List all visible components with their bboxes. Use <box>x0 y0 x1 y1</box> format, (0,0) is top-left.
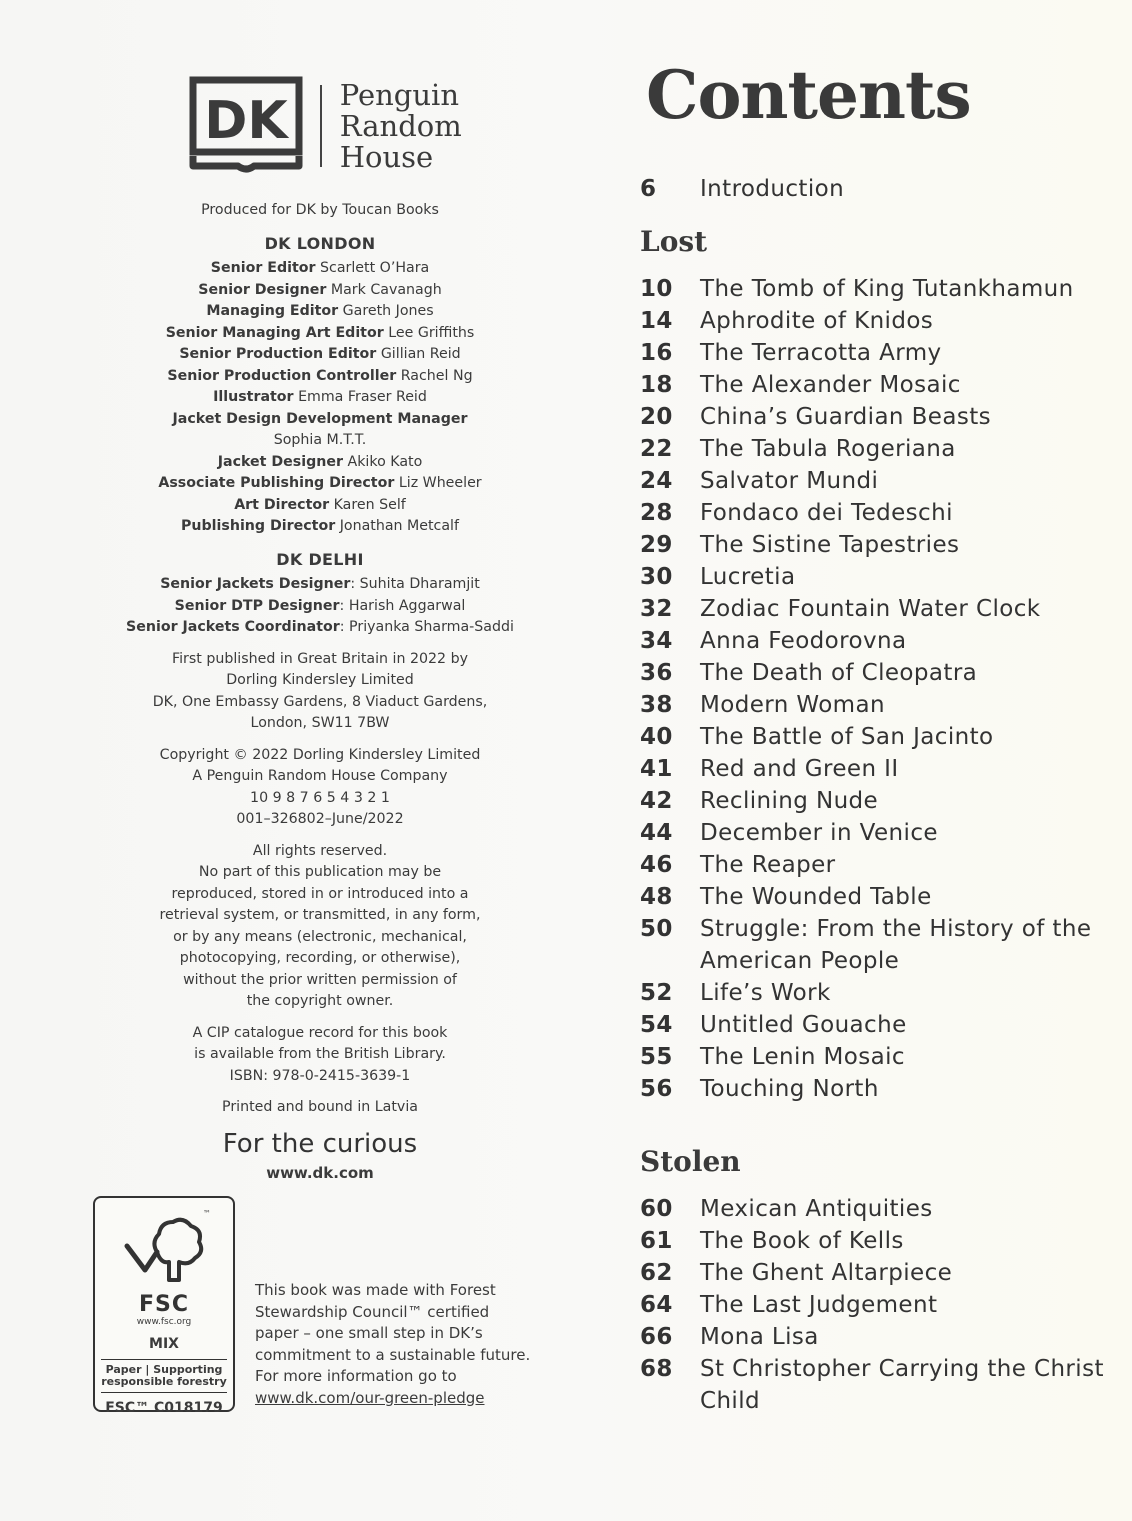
cip-line: ISBN: 978-0-2415-3639-1 <box>229 1067 411 1084</box>
toc-entry-title: The Tomb of King Tutankhamun <box>700 276 1074 302</box>
toc-entry-title: Touching North <box>700 1076 879 1102</box>
toc-page-number: 29 <box>640 532 673 558</box>
fsc-tree-icon <box>119 1208 209 1286</box>
credit-line <box>120 258 520 280</box>
svg-text:™: ™ <box>203 1209 211 1218</box>
toc-page-number: 38 <box>640 692 673 718</box>
toc-entry-title: The Sistine Tapestries <box>700 532 960 558</box>
copyright-line: 001–326802–June/2022 <box>236 811 404 827</box>
toc-entry-title: Red and Green II <box>700 756 899 782</box>
toc-entry-title: Anna Feodorovna <box>700 628 907 654</box>
section-heading-stolen: Stolen <box>640 1145 741 1178</box>
toc-entry-title: Aphrodite of Knidos <box>700 308 934 334</box>
toc-page-number: 42 <box>640 788 673 814</box>
fsc-divider <box>101 1359 227 1360</box>
credit-role: Managing Editor <box>206 303 339 319</box>
toc-entry[interactable] <box>640 1225 1110 1257</box>
credit-role: Senior DTP Designer <box>174 597 340 614</box>
cip-line: A CIP catalogue record for this book <box>192 1024 448 1041</box>
fsc-statement-line: Stewardship Council™ certified <box>255 1302 490 1321</box>
toc-entry[interactable] <box>640 657 1110 689</box>
toc-entry[interactable] <box>640 721 1110 753</box>
credit-line <box>120 387 520 409</box>
fsc-label <box>93 1196 235 1416</box>
toc-entry-title: December in Venice <box>700 820 938 846</box>
svg-text:DK: DK <box>204 91 288 151</box>
credit-role: Senior Jackets Designer <box>160 576 351 592</box>
fsc-code: FSC™ C018179 <box>105 1400 223 1416</box>
toc-entry-title: Modern Woman <box>700 692 885 718</box>
credit-role: Senior Designer <box>198 281 327 298</box>
credit-name: Akiko Kato <box>347 453 423 470</box>
copyright-line: Copyright © 2022 Dorling Kindersley Limited <box>159 746 481 763</box>
publication-line: DK, One Embassy Gardens, 8 Viaduct Gardens, <box>152 693 488 710</box>
toc-entry[interactable] <box>640 1289 1110 1321</box>
toc-entry-title: Life’s Work <box>700 980 831 1006</box>
toc-entry-title: The Book of Kells <box>700 1228 904 1254</box>
rights-line: without the prior written permission of <box>183 971 457 988</box>
toc-entry[interactable] <box>640 1073 1110 1105</box>
toc-page-number: 16 <box>640 340 673 366</box>
publisher-logos <box>130 70 520 182</box>
toc-entry-title: The Death of Cleopatra <box>700 660 978 686</box>
copyright-line: A Penguin Random House Company <box>192 768 448 784</box>
credit-name: Gillian Reid <box>380 346 461 362</box>
toc-entry[interactable] <box>640 593 1110 625</box>
website-link[interactable]: www.dk.com <box>266 1163 374 1182</box>
toc-entry-title: Mona Lisa <box>700 1324 819 1350</box>
credit-line <box>120 495 520 517</box>
toc-page-number: 28 <box>640 500 673 526</box>
toc-page-number: 66 <box>640 1324 673 1350</box>
fsc-statement-line: paper – one small step in DK’s <box>255 1324 483 1342</box>
dk-london-credits <box>120 258 520 538</box>
printed-in: Printed and bound in Latvia <box>222 1099 418 1115</box>
credit-line <box>120 617 520 639</box>
toc-entry-title: China’s Guardian Beasts <box>700 404 992 430</box>
colophon <box>101 70 531 1442</box>
prh-line: House <box>339 139 434 174</box>
toc-entry[interactable] <box>640 529 1110 561</box>
credit-line <box>120 301 520 323</box>
rights-line: the copyright owner. <box>246 993 394 1009</box>
toc-entry[interactable] <box>640 369 1110 401</box>
credit-line <box>120 280 520 302</box>
credit-name: : Harish Aggarwal <box>339 597 466 614</box>
cip-line: is available from the British Library. <box>194 1046 446 1062</box>
toc-entry[interactable] <box>640 1257 1110 1289</box>
toc-page-number: 62 <box>640 1260 673 1286</box>
credit-line <box>120 473 520 495</box>
rights-line: All rights reserved. <box>252 842 388 859</box>
cip-record <box>120 1023 520 1088</box>
credit-role: Art Director <box>234 496 330 513</box>
toc-entry-title: Lucretia <box>700 564 796 590</box>
toc-entry-title: The Ghent Altarpiece <box>700 1260 953 1286</box>
toc-page-number: 50 <box>640 916 673 942</box>
dk-delhi-credits <box>120 574 520 639</box>
credit-line <box>120 516 520 538</box>
rights-line: retrieval system, or transmitted, in any form, <box>159 907 481 923</box>
fsc-statement-line: This book was made with Forest <box>255 1281 496 1299</box>
dk-delhi-heading: DK DELHI <box>276 549 364 569</box>
toc-entry[interactable] <box>640 561 1110 593</box>
toc-page-number: 52 <box>640 980 673 1006</box>
toc-entry-title: The Alexander Mosaic <box>700 372 961 398</box>
toc-page-number: 56 <box>640 1076 673 1102</box>
dk-book-logo <box>188 76 304 176</box>
toc-page-number: 46 <box>640 852 673 878</box>
toc-page-number: 55 <box>640 1044 673 1070</box>
toc-page-number: 30 <box>640 564 673 590</box>
rights-line: or by any means (electronic, mechanical, <box>173 928 467 945</box>
toc-entry[interactable] <box>640 689 1110 721</box>
credit-role: Senior Editor <box>210 260 316 276</box>
toc-entry[interactable] <box>640 881 1110 913</box>
toc-page-number: 60 <box>640 1196 673 1222</box>
publication-line: Dorling Kindersley Limited <box>226 672 414 688</box>
credit-name: Scarlett O’Hara <box>320 260 430 276</box>
toc-entry[interactable] <box>640 305 1110 337</box>
toc-entry-title: The Terracotta Army <box>700 340 942 366</box>
credit-name: Lee Griffiths <box>388 324 475 341</box>
toc-entry-introduction[interactable] <box>640 173 1110 205</box>
fsc-section <box>101 1192 531 1442</box>
toc-entry[interactable] <box>640 1353 1110 1417</box>
credit-role: Senior Managing Art Editor <box>165 324 384 341</box>
toc-entry[interactable] <box>640 1193 1110 1225</box>
toc-entry-title: Introduction <box>700 176 845 202</box>
credit-role: Publishing Director <box>181 518 336 534</box>
credit-name: : Suhita Dharamjit <box>350 576 480 592</box>
toc-page-number: 6 <box>640 176 657 202</box>
contents-page <box>640 55 1110 1417</box>
toc-entry[interactable] <box>640 433 1110 465</box>
toc-entry-title: Zodiac Fountain Water Clock <box>700 596 1041 622</box>
toc-entry-title: The Wounded Table <box>700 884 932 910</box>
credit-role: Illustrator <box>213 389 294 405</box>
toc-entry[interactable] <box>640 1009 1110 1041</box>
toc-entry-title: The Last Judgement <box>700 1292 938 1318</box>
toc-page-number: 64 <box>640 1292 673 1318</box>
produced-by: Produced for DK by Toucan Books <box>201 202 439 218</box>
credit-name: : Priyanka Sharma-Saddi <box>339 619 514 635</box>
section-heading-lost: Lost <box>640 225 708 258</box>
fsc-statement-line: For more information go to <box>255 1367 457 1385</box>
toc-page-number: 14 <box>640 308 673 334</box>
fsc-logo-text: FSC <box>138 1291 190 1317</box>
fsc-statement <box>255 1280 555 1409</box>
toc-page-number: 34 <box>640 628 673 654</box>
credit-role: Senior Production Controller <box>167 367 397 384</box>
toc-entry[interactable] <box>640 753 1110 785</box>
toc-page-number: 61 <box>640 1228 673 1254</box>
toc-entry[interactable] <box>640 1041 1110 1073</box>
credit-line <box>120 366 520 388</box>
contents-title: Contents <box>646 56 971 134</box>
fsc-paper-line: Paper | Supporting <box>105 1363 223 1376</box>
credit-name: Emma Fraser Reid <box>298 389 427 405</box>
credit-line <box>120 452 520 474</box>
toc-entry[interactable] <box>640 401 1110 433</box>
copyright-info <box>120 745 520 831</box>
toc-page-number: 10 <box>640 276 673 302</box>
copyright-line: 10 9 8 7 6 5 4 3 2 1 <box>250 789 390 806</box>
rights-line: No part of this publication may be <box>198 864 442 880</box>
toc-page-number: 24 <box>640 468 673 494</box>
toc-entry-title: Mexican Antiquities <box>700 1196 933 1222</box>
toc-entry[interactable] <box>640 785 1110 817</box>
toc-entry-title: Salvator Mundi <box>700 468 879 494</box>
credit-line <box>120 596 520 618</box>
toc-entry[interactable] <box>640 465 1110 497</box>
toc-page-number: 44 <box>640 820 673 846</box>
toc-entry[interactable] <box>640 337 1110 369</box>
rights-line: reproduced, stored in or introduced into a <box>171 885 469 902</box>
credit-name: Gareth Jones <box>342 303 434 319</box>
toc-entry-title: Fondaco dei Tedeschi <box>700 500 953 526</box>
toc-entry[interactable] <box>640 849 1110 881</box>
credit-name: Rachel Ng <box>400 367 473 384</box>
penguin-random-house-logo <box>339 77 462 174</box>
toc-entry-title: The Battle of San Jacinto <box>700 724 994 750</box>
credit-role: Senior Production Editor <box>179 346 377 362</box>
prh-line: Penguin <box>339 77 459 112</box>
dk-london-heading: DK LONDON <box>264 233 376 253</box>
credit-role: Senior Jackets Coordinator <box>126 619 340 635</box>
credit-name: Sophia M.T.T. <box>273 432 367 448</box>
toc-entry[interactable] <box>640 1321 1110 1353</box>
toc-entry-title: Struggle: From the History of the American People <box>700 916 1092 974</box>
fsc-divider <box>101 1392 227 1393</box>
fsc-site: www.fsc.org <box>136 1316 192 1327</box>
logo-divider <box>320 85 322 167</box>
credit-name: Karen Self <box>333 496 406 513</box>
credit-line <box>120 430 520 452</box>
toc-entry[interactable] <box>640 913 1110 977</box>
toc-entry[interactable] <box>640 817 1110 849</box>
toc-entry[interactable] <box>640 497 1110 529</box>
toc-entry-title: The Lenin Mosaic <box>700 1044 905 1070</box>
fsc-mix: MIX <box>149 1335 179 1352</box>
credit-role: Associate Publishing Director <box>158 475 395 491</box>
credit-name: Mark Cavanagh <box>330 281 442 298</box>
publication-info <box>120 649 520 735</box>
credit-line <box>120 409 520 431</box>
toc-entry-title: St Christopher Carrying the Christ Child <box>700 1356 1104 1414</box>
toc-page-number: 32 <box>640 596 673 622</box>
toc-page-number: 68 <box>640 1356 673 1382</box>
rights-line: photocopying, recording, or otherwise), <box>179 950 461 966</box>
rights-notice <box>120 841 520 1013</box>
toc-page-number: 40 <box>640 724 673 750</box>
toc-page-number: 41 <box>640 756 673 782</box>
publication-line: First published in Great Britain in 2022 by <box>171 650 468 667</box>
credit-line <box>120 344 520 366</box>
publication-line: London, SW11 7BW <box>250 715 390 731</box>
prh-line: Random <box>339 108 462 143</box>
fsc-paper-line: responsible forestry <box>101 1375 227 1388</box>
toc-page-number: 48 <box>640 884 673 910</box>
toc-entry-title: Reclining Nude <box>700 788 879 814</box>
credit-role: Jacket Design Development Manager <box>172 410 468 427</box>
toc-page-number: 18 <box>640 372 673 398</box>
toc-entry-title: Untitled Gouache <box>700 1012 907 1038</box>
toc-page-number: 22 <box>640 436 673 462</box>
fsc-statement-line: commitment to a sustainable future. <box>255 1345 531 1364</box>
toc-entry[interactable] <box>640 977 1110 1009</box>
tagline: For the curious <box>222 1128 418 1159</box>
toc-entry-title: The Tabula Rogeriana <box>700 436 956 462</box>
green-pledge-link[interactable]: www.dk.com/our-green-pledge <box>255 1388 485 1407</box>
toc-sections <box>640 225 1110 1417</box>
credit-name: Liz Wheeler <box>398 475 482 491</box>
toc-page-number: 54 <box>640 1012 673 1038</box>
toc-page-number: 36 <box>640 660 673 686</box>
credit-name: Jonathan Metcalf <box>339 518 459 534</box>
toc-entry-title: The Reaper <box>700 852 836 878</box>
toc-page-number: 20 <box>640 404 673 430</box>
credit-line <box>120 323 520 345</box>
credit-role: Jacket Designer <box>217 453 343 470</box>
toc-entry[interactable] <box>640 625 1110 657</box>
credit-line <box>120 574 520 596</box>
toc-entry[interactable] <box>640 273 1110 305</box>
